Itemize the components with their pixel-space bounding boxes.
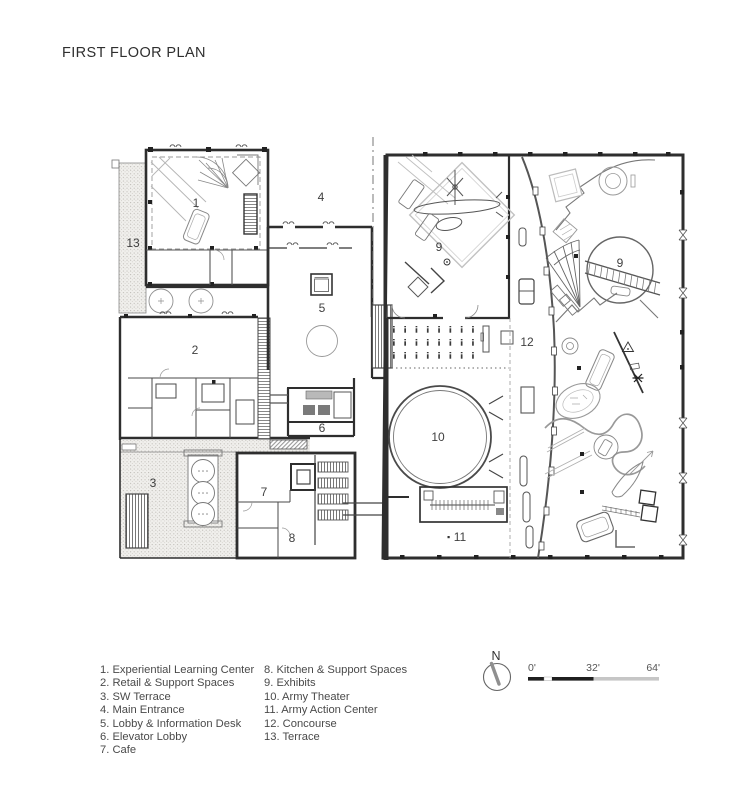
room-6-elevators (270, 317, 387, 436)
scale-tick-32: 32' (586, 662, 600, 674)
room-label-9a: 9 (435, 240, 443, 254)
legend-item: 10. Army Theater (264, 690, 350, 703)
legend-item: 6. Elevator Lobby (100, 731, 188, 744)
room-label-3: 3 (149, 476, 157, 490)
terrace-3 (120, 440, 310, 558)
room-1 (146, 145, 268, 286)
legend-item: 5. Lobby & Information Desk (100, 717, 242, 730)
concourse-stair (372, 305, 392, 368)
legend-item: 4. Main Entrance (100, 704, 185, 717)
legend-item: 11. Army Action Center (264, 704, 378, 717)
legend-item: 1. Experiential Learning Center (100, 664, 255, 676)
room-label-11: 11 (453, 530, 467, 544)
concourse-seating (393, 326, 513, 359)
legend-item: 2. Retail & Support Spaces (100, 677, 235, 690)
legend-item: 8. Kitchen & Support Spaces (264, 664, 408, 676)
north-arrow (484, 649, 511, 691)
east-building (383, 152, 687, 560)
legend-item: 7. Cafe (100, 744, 137, 757)
room-label-5: 5 (318, 301, 326, 315)
room-label-12: 12 (520, 335, 534, 349)
legend-item: 13. Terrace (264, 731, 320, 744)
north-needle (492, 664, 500, 685)
entry-court-trees (146, 287, 268, 313)
room-label-6: 6 (318, 421, 326, 435)
room-7-8 (237, 453, 383, 558)
scale-bar (528, 662, 660, 681)
legend-item: 9. Exhibits (264, 677, 316, 690)
page-title: FIRST FLOOR PLAN (62, 45, 206, 61)
room-label-2: 2 (191, 343, 199, 357)
room-5-lobby (268, 222, 372, 370)
room-label-1: 1 (192, 196, 200, 210)
room-label-8: 8 (288, 531, 296, 545)
legend-item: 12. Concourse (264, 717, 337, 730)
room-2 (120, 312, 310, 440)
room-9a-exhibits (387, 155, 514, 318)
scale-tick-0: 0' (528, 662, 536, 674)
legend-column-2 (264, 664, 407, 744)
west-building (112, 137, 392, 558)
north-label: N (491, 649, 501, 663)
scale-tick-64: 64' (646, 662, 660, 674)
concourse-12 (519, 157, 558, 558)
room-label-10: 10 (431, 430, 445, 444)
room-label-4: 4 (317, 190, 325, 204)
room-label-7: 7 (260, 485, 268, 499)
room-label-9b: 9 (616, 256, 624, 270)
room-label-13: 13 (126, 236, 140, 250)
room-10-theater (387, 318, 509, 560)
legend-item: 3. SW Terrace (100, 690, 171, 703)
legend-column-1 (100, 664, 254, 758)
room-9b-exhibits (545, 160, 660, 547)
